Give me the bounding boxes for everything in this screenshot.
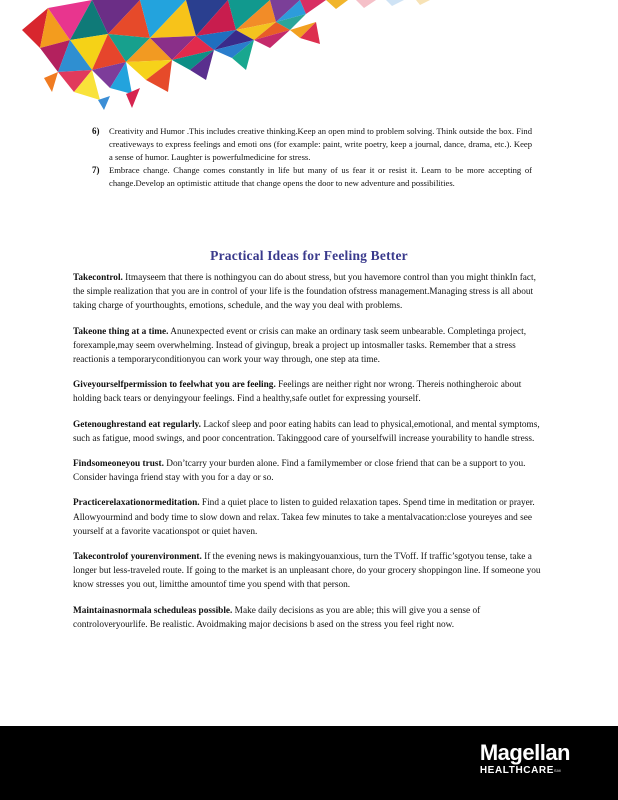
logo-trademark: SM	[554, 768, 562, 773]
idea-text: If the evening news is makingyouanxious, turn the TVoff. If traffic’sgotyou tense, take a longer but less-traveled route. If going to the market is an unpleasant chore, do your grocery shoppingon line. If someone you know stresses you out, limitthe amountof time you spend with that person.	[73, 552, 541, 591]
idea-title: Maintainasnormala scheduleas possible.	[73, 605, 233, 616]
idea-title: Giveyourselfpermission to feelwhat you are feeling.	[73, 380, 276, 391]
list-item	[92, 125, 532, 164]
idea-paragraph	[73, 325, 543, 368]
list-item	[92, 164, 532, 190]
list-item-text: Embrace change. Change comes constantly in life but many of us fear it or resist it. Learn to be more accepting of change.Develop an optimistic attitude that change opens the door to new adventure and possibilities.	[109, 165, 532, 188]
idea-title: Takecontrol.	[73, 273, 123, 283]
idea-paragraph	[73, 271, 543, 314]
logo-wordmark: Magellan	[479, 740, 570, 765]
list-item-number: 7)	[92, 165, 100, 175]
idea-title: Takeone thing at a time.	[73, 326, 169, 337]
logo-subtitle-text: HEALTHCARE	[479, 765, 555, 776]
idea-text: Feelings are neither right nor wrong. Thereis nothingheroic about holding back tears or denyingyour feelings. Find a healthy,safe outlet for expressing yourself.	[73, 380, 522, 405]
idea-paragraph	[73, 418, 543, 446]
numbered-list	[92, 125, 532, 190]
idea-title: Practicerelaxationormeditation.	[73, 498, 200, 509]
logo-subtitle	[480, 765, 570, 777]
idea-paragraph	[73, 604, 543, 632]
idea-paragraph	[73, 550, 543, 593]
section-heading: Practical Ideas for Feeling Better	[210, 248, 408, 263]
magellan-logo	[480, 742, 570, 777]
idea-title: Takecontrolof yourenvironment.	[73, 552, 202, 563]
ideas-section	[73, 271, 543, 643]
idea-title: Getenoughrestand eat regularly.	[73, 419, 201, 430]
idea-text: Anunexpected event or crisis can make an ordinary task seem unbearable. Completinga project, forexample,may seem overwhelming. Instead of givingup, break a project up intosmaller tasks. Remember that a stress reactionis a temporaryconditionyou can work your way through, one step ata time.	[73, 326, 527, 366]
idea-paragraph	[73, 457, 543, 485]
idea-text: Lackof sleep and poor eating habits can lead to physical,emotional, and mental symptoms, such as fatigue, mood swings, and poor concentration. Takinggood care of yourselfwill increase yourability to handle stress.	[73, 419, 540, 444]
idea-text: Make daily decisions as you are able; this will give you a sense of controloveryourlife. Be realistic. Avoidmaking major decisions b ased on the stress you feel right now.	[73, 605, 481, 630]
idea-text: Itmayseem that there is nothingyou can do about stress, but you havemore control than you might thinkIn fact, the simple realization that you are in control of your life is the foundation ofstress management.Managing stress is all about taking charge of yourthoughts, emotions, schedule, and the way you deal with problems.	[73, 273, 536, 312]
decorative-triangle-banner	[0, 0, 618, 110]
idea-text: Find a quiet place to listen to guided relaxation tapes. Spend time in meditation or prayer. Allowyourmind and body time to slow down and relax. Takea few minutes to take a mentalvacation:close youreyes and see yourself at a favorite vacationspot or quiet haven.	[73, 498, 535, 537]
idea-paragraph	[73, 378, 543, 406]
idea-paragraph	[73, 496, 543, 539]
idea-text: Don’tcarry your burden alone. Find a familymember or close friend that can be a support to you. Consider havinga friend stay with you for a day or so.	[73, 459, 526, 484]
footer-bar	[0, 726, 618, 800]
list-item-number: 6)	[92, 126, 100, 136]
idea-title: Findsomeoneyou trust.	[73, 459, 164, 470]
list-item-text: Creativity and Humor .This includes creative thinking.Keep an open mind to problem solving. Think outside the box. Find creativeways to express feelings and emoti ons (for example: paint, write poetry, keep a journal, dance, drama, etc.). Keep a sense of humor. Laughter is powerfulmedicine for stress.	[109, 126, 532, 162]
